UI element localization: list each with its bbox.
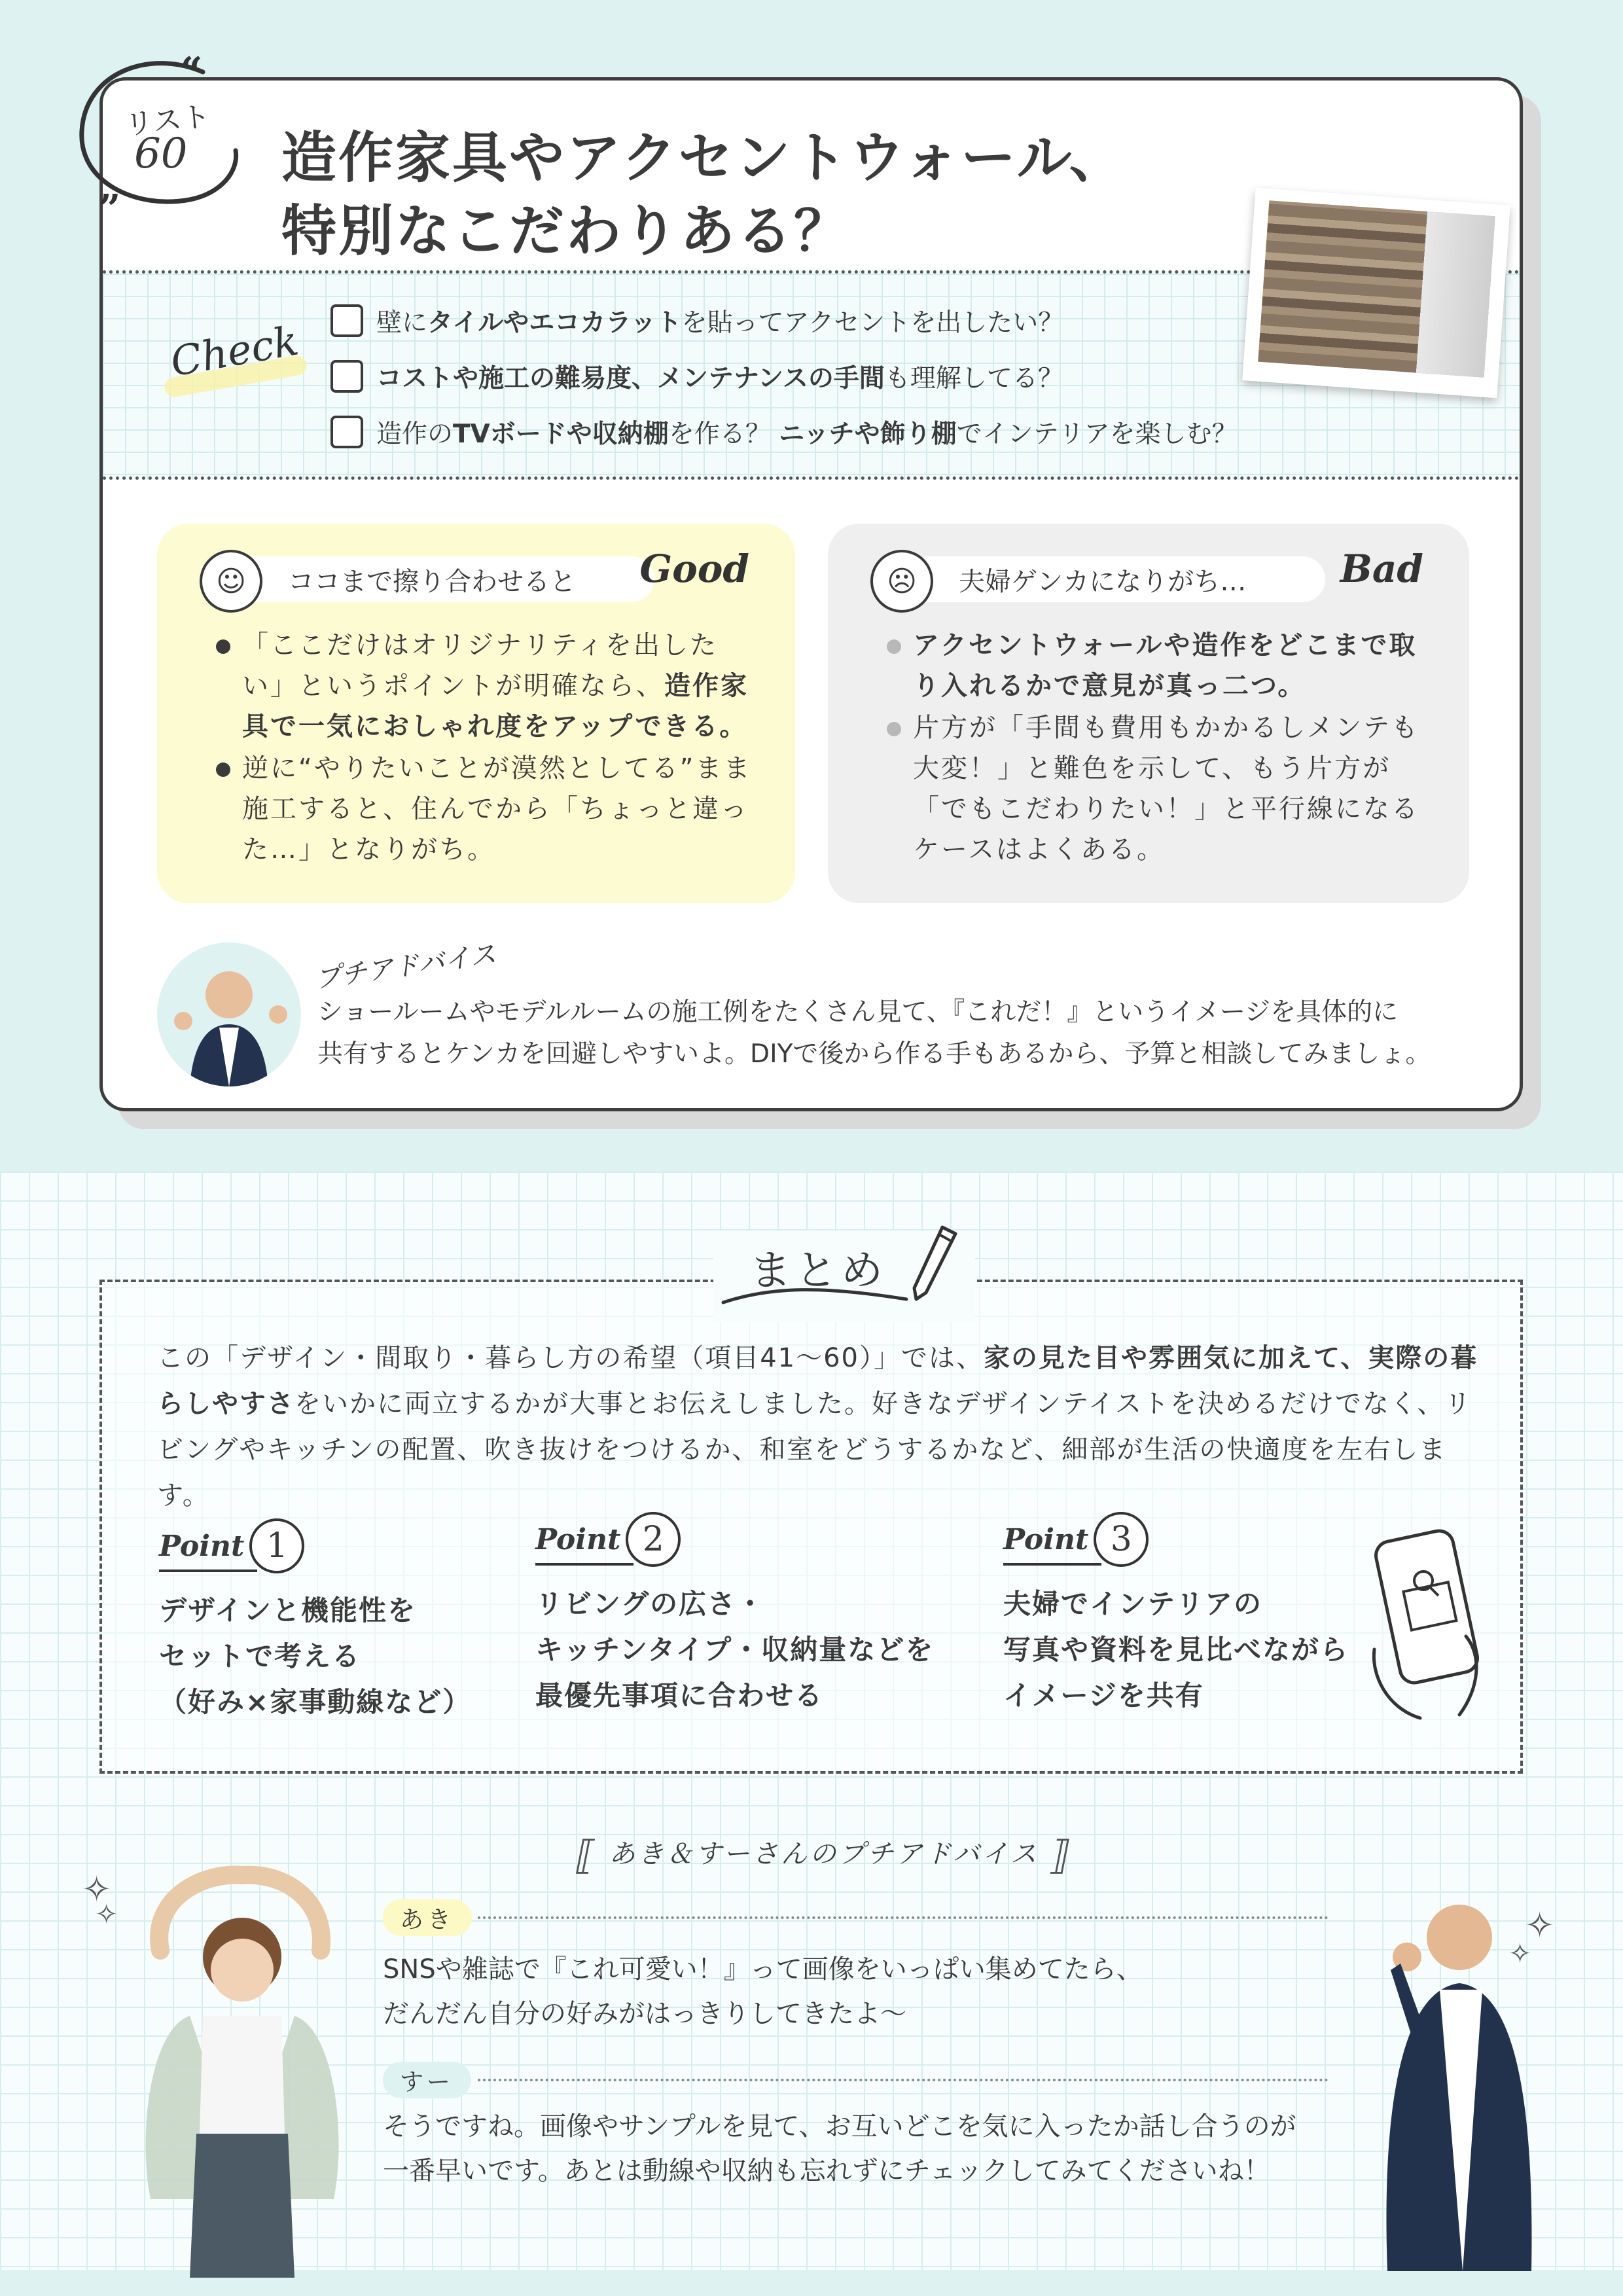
- point-underline: [159, 1570, 257, 1572]
- list-label: リスト: [123, 99, 212, 142]
- point-line: キッチンタイプ・収納量などを: [535, 1634, 935, 1666]
- bullet-text: 逆に“やりたいことが漠然としてる”まま施工すると、住んでから「ちょっと違った…」となりがち。: [242, 753, 752, 865]
- advice-heading-text: あき＆すーさんのプチアドバイス: [609, 1839, 1040, 1869]
- speaker-tag-su: すー: [383, 2062, 471, 2098]
- good-bullets: [209, 625, 753, 871]
- advice-line-2: 共有するとケンカを回避しやすいよ。DIYで後から作る手もあるから、予算と相談してみましょ。: [317, 1039, 1431, 1069]
- check-item-3: [330, 412, 1238, 452]
- aki-photo: [111, 1859, 373, 2278]
- bullet-text-bold: アクセントウォールや造作をどこまで取り入れるかで意見が真っ二つ。: [913, 630, 1418, 701]
- bad-bullet-2: [880, 708, 1423, 870]
- quote-icon: “: [180, 52, 203, 95]
- check-text: も理解してる？: [884, 364, 1063, 393]
- point-text: [159, 1588, 471, 1725]
- summary-text-part: この「デザイン・間取り・暮らし方の希望（項目41〜60）」では、: [157, 1343, 984, 1373]
- check-text: を作る？: [668, 420, 779, 449]
- point-line: デザインと機能性を: [159, 1594, 417, 1626]
- check-item-2: [330, 357, 1063, 396]
- list-number: 60: [134, 130, 188, 178]
- summary-text-part: をいかに両立するかが大事とお伝えしました。好きなデザインテイストを決めるだけでなく、リビングやキッチンの配置、吹き抜けをつけるか、和室をどうするかなど、細部が生活の快適度を左右します。: [157, 1389, 1472, 1511]
- aki-dialog: [383, 1947, 1378, 2036]
- sparkle-icon: ✧: [1525, 1905, 1555, 1946]
- advice-line-1: ショールームやモデルルームの施工例をたくさん見て、『これだ！』というイメージを具体的に: [317, 997, 1399, 1027]
- check-text: 壁に: [376, 308, 428, 338]
- point-2: [535, 1512, 934, 1719]
- bad-bullets: [880, 625, 1423, 871]
- bracket-left: ⟦: [576, 1833, 598, 1878]
- check-text: 造作の: [376, 420, 454, 449]
- advisor-text: [317, 992, 1482, 1075]
- point-number: 3: [1094, 1512, 1149, 1567]
- point-line: セットで考える: [159, 1640, 361, 1672]
- check-text-bold: コストや施工の難易度、メンテナンスの手間: [376, 364, 885, 393]
- speaker-divider: [478, 2079, 1329, 2081]
- pencil-icon: [906, 1224, 959, 1302]
- su-dialog: [383, 2104, 1378, 2193]
- point-word: Point: [159, 1529, 245, 1563]
- check-text-bold: TVボードや収納棚: [453, 420, 669, 449]
- speaker-divider: [478, 1916, 1329, 1919]
- page-title: [281, 121, 1198, 268]
- speaker-tag-aki: あき: [383, 1899, 472, 1936]
- point-text: [535, 1581, 934, 1719]
- point-line: イメージを共有: [1003, 1679, 1204, 1712]
- sparkle-icon: ✧: [82, 1869, 112, 1910]
- good-heading: ココまで擦り合わせると: [236, 556, 654, 602]
- point-line: （好み×家事動線など）: [159, 1686, 472, 1718]
- point-label: [159, 1518, 471, 1573]
- point-number: 1: [249, 1518, 304, 1573]
- title-line-1: 造作家具やアクセントウォール、: [281, 126, 1126, 190]
- su-line-2: 一番早いです。あとは動線や収納も忘れずにチェックしてみてくださいね！: [383, 2156, 1270, 2186]
- check-text: を貼ってアクセントを出したい？: [681, 308, 1064, 338]
- summary-text: [157, 1335, 1486, 1518]
- advisor-avatar: [157, 942, 301, 1086]
- aki-line-2: だんだん自分の好みがはっきりしてきたよ〜: [383, 1999, 906, 2029]
- advisor-figure: [157, 942, 301, 1086]
- good-stamp: Good: [639, 547, 749, 591]
- good-box: [157, 524, 795, 903]
- sparkle-icon: ✧: [95, 1898, 118, 1930]
- check-label: Check: [167, 316, 302, 386]
- point-underline: [535, 1563, 633, 1566]
- checkbox[interactable]: [330, 416, 363, 448]
- point-word: Point: [1003, 1522, 1089, 1556]
- check-text-bold: ニッチや飾り棚: [779, 420, 957, 449]
- summary-title: まとめ: [749, 1247, 887, 1295]
- bad-stamp: Bad: [1340, 547, 1423, 591]
- bad-bullet-1: [880, 625, 1423, 706]
- frown-face-icon: ☹: [870, 550, 933, 613]
- checkbox[interactable]: [330, 360, 363, 393]
- photo-image: [1258, 200, 1495, 378]
- summary-underline: [720, 1283, 910, 1309]
- bad-box: [828, 524, 1469, 903]
- smile-face-icon: ☺: [200, 550, 262, 613]
- point-number: 2: [626, 1512, 681, 1567]
- summary-text-bold: 家の見た目や雰囲気に加えて、実際の暮らしやすさ: [157, 1343, 1478, 1419]
- bullet-text: 片方が「手間も費用もかかるしメンテも大変！」と難色を示して、もう片方が「でもこだわりたい！」と平行線になるケースはよくある。: [913, 713, 1419, 865]
- point-line: リビングの広さ・: [535, 1588, 766, 1620]
- advisor-label: プチアドバイス: [313, 939, 499, 995]
- bracket-right: ⟧: [1050, 1833, 1073, 1878]
- point-line: 最優先事項に合わせる: [535, 1679, 824, 1712]
- check-text: でインテリアを楽しむ？: [956, 420, 1238, 449]
- good-bullet-2: [209, 748, 753, 870]
- quote-icon: ”: [98, 187, 121, 216]
- check-item-1: [330, 301, 1063, 340]
- bullet-text-bold: 造作家具で一気におしゃれ度をアップできる。: [242, 671, 749, 742]
- check-text-bold: タイルやエコカラット: [427, 308, 682, 338]
- point-label: [535, 1512, 934, 1567]
- bullet-text: 「ここだけはオリジナリティを出したい」というポイントが明確なら、: [242, 630, 718, 701]
- advice-heading: [576, 1833, 1072, 1878]
- sparkle-icon: ✧: [1508, 1937, 1532, 1969]
- good-bullet-1: [209, 625, 753, 747]
- bad-heading: 夫婦ゲンカになりがち…: [906, 556, 1325, 602]
- title-line-2: 特別なこだわりある？: [281, 199, 851, 263]
- point-line: 夫婦でインテリアの: [1003, 1588, 1263, 1620]
- su-line-1: そうですね。画像やサンプルを見て、お互いどこを気に入ったか話し合うのが: [383, 2111, 1296, 2142]
- point-text: [1003, 1581, 1349, 1719]
- point-1: [159, 1518, 471, 1725]
- point-label: [1003, 1512, 1349, 1567]
- point-3: [1003, 1512, 1349, 1719]
- checkbox[interactable]: [330, 304, 363, 337]
- accent-wall-photo: [1242, 188, 1510, 398]
- point-line: 写真や資料を見比べながら: [1003, 1634, 1349, 1666]
- aki-line-1: SNSや雑誌で『これ可愛い！』って画像をいっぱい集めてたら、: [383, 1954, 1143, 1984]
- phone-shop-icon: [1361, 1525, 1492, 1721]
- point-underline: [1003, 1563, 1101, 1566]
- point-word: Point: [535, 1522, 621, 1556]
